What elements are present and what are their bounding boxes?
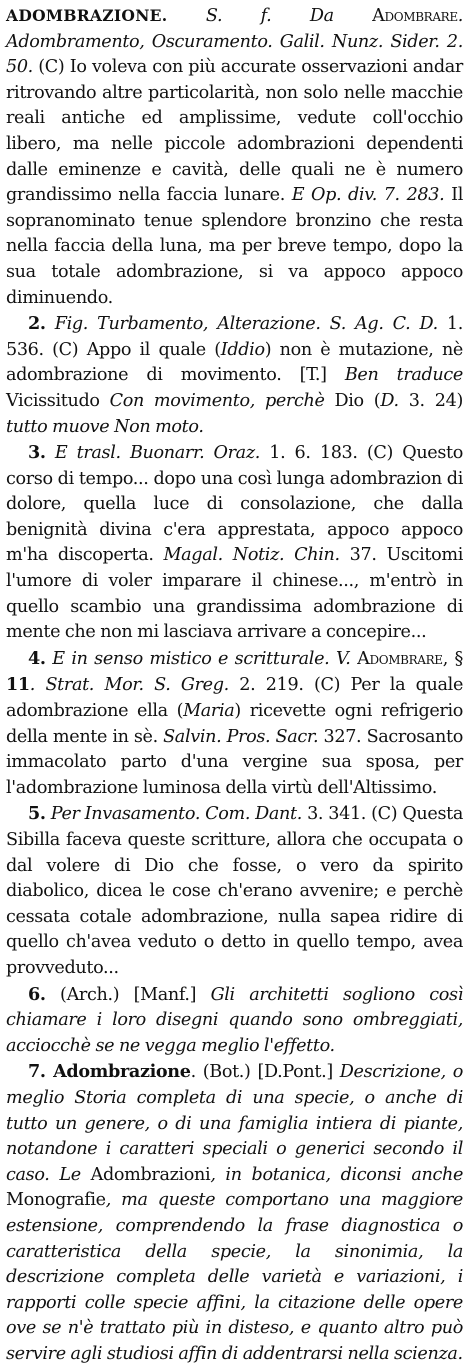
source-tag: (C): [38, 57, 65, 78]
definition: Descrizione, o meglio Storia completa di una specie, o anche di tutto un genere, o di una famiglia intiera di piante, notandone i caratteri speciali o generici secondo il caso.: [6, 1062, 463, 1185]
source-tag: [T.]: [299, 365, 327, 386]
sense-number: 7.: [28, 1061, 46, 1083]
citation: Magal. Notiz. Chin.: [163, 545, 340, 566]
note: Ben traduce: [326, 365, 463, 386]
quote-text: Questa Sibilla faceva queste scritture, allora che occupata o dal volere di Dio che fosse, o vero da spirito diabolico, dicea le cose ch'erano avvenire; e perchè cessata cotale adombrazione, nulla sapea ridire di quello ch'avea veduto o detto in quello tempo, avea provveduto...: [6, 804, 463, 978]
citation: E Op. div. 7. 283.: [291, 185, 445, 206]
cross-ref: Adombrare: [372, 6, 458, 26]
definition: , in botanica, diconsi anche: [210, 1164, 464, 1185]
section-2: [6, 311, 463, 440]
quote-text: Per la quale adombrazione ella (: [6, 675, 464, 722]
citation: Salvin. Pros. Sacr.: [163, 726, 319, 747]
term: Monografie: [6, 1190, 106, 1211]
reference: 2. 219.: [228, 675, 314, 696]
section-5: [6, 801, 463, 981]
sense-number: 5.: [28, 803, 46, 825]
quote-text: ) ricevette ogni refrigerio della mente in sè.: [6, 701, 463, 747]
sense-heading: E in senso mistico e scritturale. V.: [45, 648, 358, 669]
domain-label: (Arch.) [Manf.]: [45, 984, 211, 1005]
source-tag: (C): [52, 339, 79, 360]
section-7: [6, 1059, 463, 1367]
text: , §: [442, 648, 463, 669]
sense-number: 6.: [28, 983, 46, 1005]
reference: 3. 24): [398, 390, 463, 411]
note: tutto muove Non moto.: [6, 416, 204, 437]
source-tag: (C): [371, 804, 398, 825]
source-tag: (C): [366, 443, 394, 464]
subheadword: Adombrazione: [45, 1061, 191, 1083]
sense-heading: E trasl. Buonarr. Oraz.: [45, 443, 260, 464]
paragraph-number: 11: [6, 674, 30, 696]
grammar-note: S. f. Da: [205, 6, 373, 26]
quote-text: Appo il quale (: [78, 339, 221, 360]
headword: ADOMBRAZIONE.: [6, 6, 168, 25]
sense-number: 4.: [28, 647, 46, 669]
quote-text: Vicissitudo: [6, 390, 110, 411]
cross-ref: Adombrare: [357, 648, 443, 669]
source-tag: (C): [314, 675, 341, 696]
definition: Gli architetti sogliono così chiamare i loro disegni quando sono ombreggiati, acciocchè se ne vegga meglio l'effetto.: [6, 984, 463, 1056]
reference: 1. 6. 183.: [260, 443, 367, 464]
definition: Le: [49, 1164, 91, 1185]
reference: 1. 536.: [6, 314, 463, 360]
quote-text: Il sopranominato tenue splendore bronzino che resta nella faccia della luna, ma per breve tempo, dopo la sua totale adombrazione, si va appoco appoco diminuendo.: [6, 185, 463, 308]
italic-word: Maria: [183, 701, 235, 722]
reference: 37.: [339, 545, 387, 566]
section-4: [6, 646, 463, 802]
quote-text: Questo corso di tempo... dopo una così lunga adombrazion di dolore, quella luce di consolazione, che dalla benignità divina c'era apprestata, appoco appoco m'ha discoperta.: [6, 443, 464, 566]
definition: , ma queste comportano una maggiore estensione, comprendendo la frase diagnostica o caratteristica della specie, la sinonimia, la descrizione completa delle varietà e variazioni, i rapporti colle specie affini, la citazione delle opere ove se n'è trattato più in disteso, e quanto altro può servire agli studiosi affin di addentrarsi nella scienza.: [6, 1190, 463, 1364]
term: Adombrazioni: [90, 1164, 211, 1185]
sense-heading: Fig. Turbamento, Alterazione. S. Ag. C. D.: [45, 314, 438, 335]
quote-text: Io voleva con più accurate osservazioni andar ritrovando altre particolarità, non solo nelle macchie reali antiche ed amplissime, vedute coll'occhio libero, ma nelle piccole adombrazioni dependenti dalle eminenze e cavità, delle quali ne è numero grandissimo nella faccia lunare.: [6, 57, 463, 206]
reference: 3. 341.: [302, 804, 372, 825]
citation: . Strat. Mor. S. Greg.: [29, 675, 229, 696]
note: Con movimento, perchè: [109, 390, 325, 411]
reference: 327.: [318, 726, 367, 747]
section-6: [6, 982, 463, 1060]
section-1: [6, 3, 463, 311]
sense-number: 2.: [28, 313, 46, 335]
domain-label: . (Bot.) [D.Pont.]: [190, 1062, 340, 1083]
sense-heading: Per Invasamento. Com. Dant.: [45, 804, 302, 825]
quote-text: Uscitomi l'umore di voler imparare il chinese..., m'entrò in quello scambio una grandissima adombrazione di mente che non mi lasciava arrivare a concepire...: [6, 545, 463, 643]
section-3: [6, 440, 463, 646]
sense-number: 3.: [28, 442, 46, 464]
citation: D.: [380, 390, 399, 411]
quote-text: ) non è mutazione, nè adombrazione di movimento.: [6, 339, 463, 386]
italic-word: Iddio: [220, 339, 265, 360]
quote-text: Dio (: [324, 390, 381, 411]
quote-text: Sacrosanto immacolato parto d'una vergine sua sposa, per l'adombrazione luminosa della virtù dell'Altissimo.: [6, 726, 463, 798]
definition: . Adombramento, Oscuramento. Galil. Nunz. Sider. 2. 50.: [6, 6, 464, 78]
